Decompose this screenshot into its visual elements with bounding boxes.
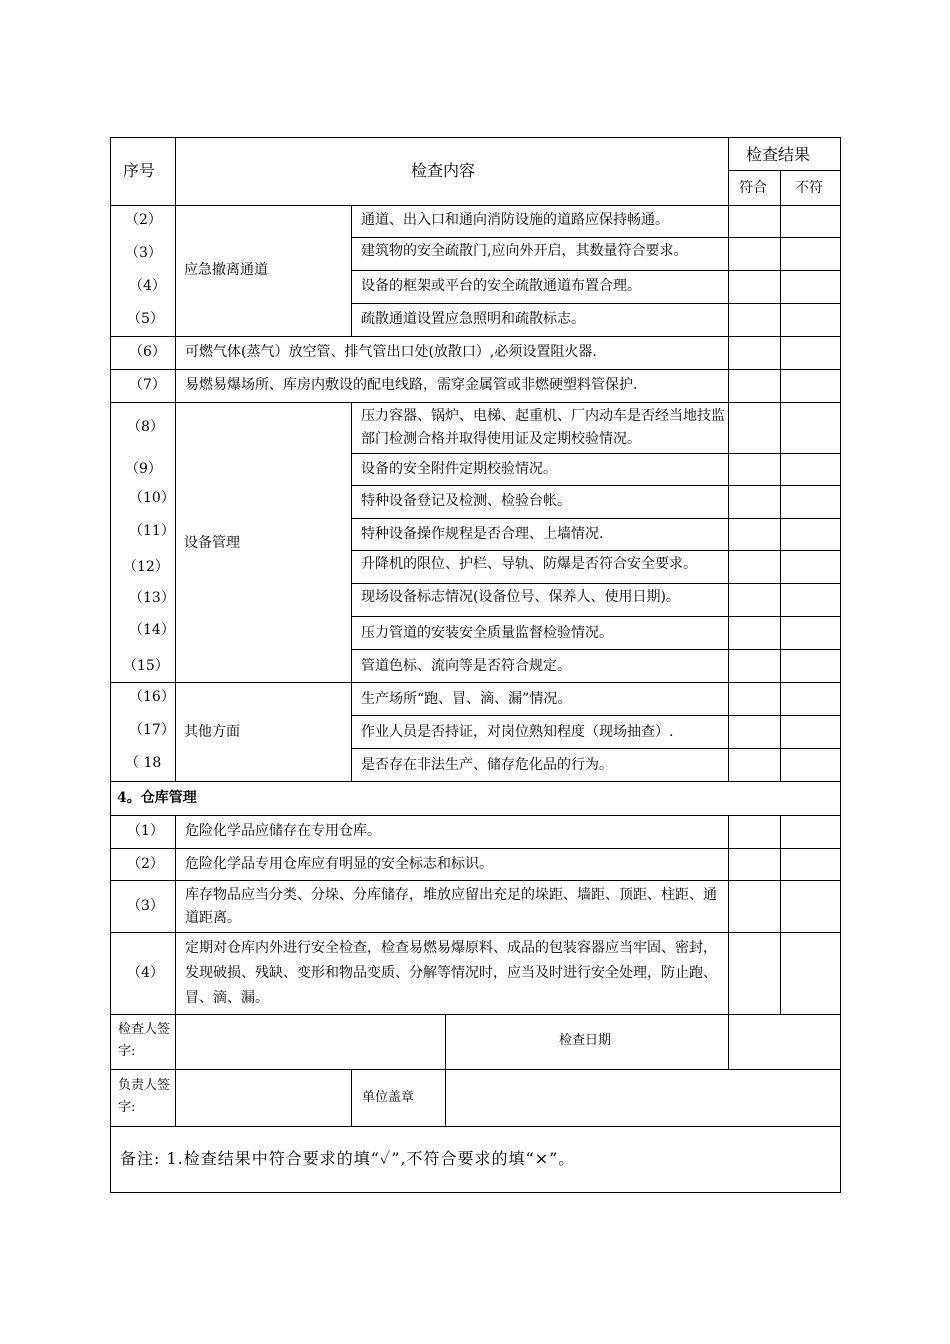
row-no: （5） [127, 311, 164, 327]
row-no: （7） [129, 377, 166, 393]
responsible-signature-field[interactable] [176, 1070, 350, 1125]
row-text: 压力容器、锅炉、电梯、起重机、厂内动车是否经当地技监部门检测合格并取得使用证及定期校验情况。 [361, 408, 725, 447]
row-no: （13） [129, 590, 175, 606]
row-text: 库存物品应当分类、分垛、分库储存，堆放应留出充足的垛距、墙距、顶距、柱距、通道距离。 [185, 887, 717, 926]
row-no: （4） [127, 965, 164, 981]
group-other: 其他方面 [184, 724, 240, 740]
row-text: 压力管道的安装安全质量监督检验情况。 [361, 625, 613, 641]
header-content: 检查内容 [411, 161, 476, 180]
row-text: 是否存在非法生产、储存危化品的行为。 [361, 757, 613, 773]
row-text: 现场设备标志情况(设备位号、保养人、使用日期)。 [361, 589, 680, 605]
row-no: （8） [127, 419, 164, 435]
row-no: （6） [129, 344, 166, 360]
row-no: （14） [129, 622, 175, 638]
row-no: （11） [129, 523, 175, 539]
row-text: 管道色标、流向等是否符合规定。 [361, 658, 571, 674]
inspection-date-field[interactable] [729, 1015, 840, 1068]
row-text: 作业人员是否持证，对岗位熟知程度（现场抽查）. [361, 724, 674, 740]
header-seq: 序号 [123, 161, 156, 180]
row-no: （4） [129, 278, 166, 294]
header-pass: 符合 [739, 180, 767, 196]
unit-seal-field[interactable] [446, 1070, 840, 1125]
row-text: 特种设备操作规程是否合理、上墙情况. [361, 526, 604, 542]
row-text: 危险化学品应储存在专用仓库。 [185, 823, 381, 839]
row-no: （3） [127, 898, 164, 914]
row-no: （2） [125, 212, 162, 228]
row-text: 易燃易爆场所、库房内敷设的配电线路，需穿金属管或非燃硬塑料管保护. [185, 377, 638, 393]
row-no: （15） [123, 658, 169, 674]
row-no: （2） [127, 856, 164, 872]
row-text: 升降机的限位、护栏、导轨、防爆是否符合安全要求。 [361, 556, 697, 572]
row-no: （16） [129, 689, 175, 705]
inspection-date-label: 检查日期 [559, 1033, 612, 1048]
inspection-table [110, 137, 841, 1193]
row-no: （10） [129, 490, 175, 506]
responsible-signature-label: 负责人签字: [118, 1078, 171, 1115]
group-equipment: 设备管理 [184, 535, 240, 551]
row-no: （ 18 [125, 755, 162, 771]
row-text: 疏散通道设置应急照明和疏散标志。 [361, 311, 585, 327]
header-result: 检查结果 [746, 145, 811, 164]
row-no: （9） [125, 461, 162, 477]
row-text: 建筑物的安全疏散门,应向外开启，其数量符合要求。 [361, 243, 688, 259]
row-text: 可燃气体(蒸气）放空管、排气管出口处(放散口）,必须设置阻火器. [185, 344, 597, 360]
group-emergency: 应急撤离通道 [184, 262, 268, 278]
row-no: （1） [127, 823, 164, 839]
unit-seal-label: 单位盖章 [362, 1090, 415, 1105]
inspector-signature-field[interactable] [176, 1015, 444, 1068]
row-text: 通道、出入口和通向消防设施的道路应保持畅通。 [361, 212, 669, 228]
row-no: （3） [125, 245, 162, 261]
row-text: 生产场所“跑、冒、滴、漏”情况。 [361, 691, 572, 707]
section-title: 4。仓库管理 [117, 790, 197, 806]
row-text: 特种设备登记及检测、检验台帐。 [361, 493, 571, 509]
remark-note: 备注: 1.检查结果中符合要求的填“✓”,不符合要求的填“×”。 [120, 1149, 576, 1168]
row-text: 危险化学品专用仓库应有明显的安全标志和标识。 [185, 856, 493, 872]
row-text: 设备的框架或平台的安全疏散通道布置合理。 [361, 278, 641, 294]
row-no: （12） [123, 559, 169, 575]
header-fail: 不符 [795, 180, 823, 196]
row-text: 定期对仓库内外进行安全检查，检查易燃易爆原料、成品的包装容器应当牢固、密封，发现破损、残缺、变形和物品变质、分解等情况时，应当及时进行安全处理，防止跑、冒、滴、漏。 [185, 940, 717, 1006]
row-no: （17） [129, 722, 175, 738]
inspector-signature-label: 检查人签字: [118, 1022, 171, 1059]
row-text: 设备的安全附件定期校验情况。 [361, 461, 557, 477]
